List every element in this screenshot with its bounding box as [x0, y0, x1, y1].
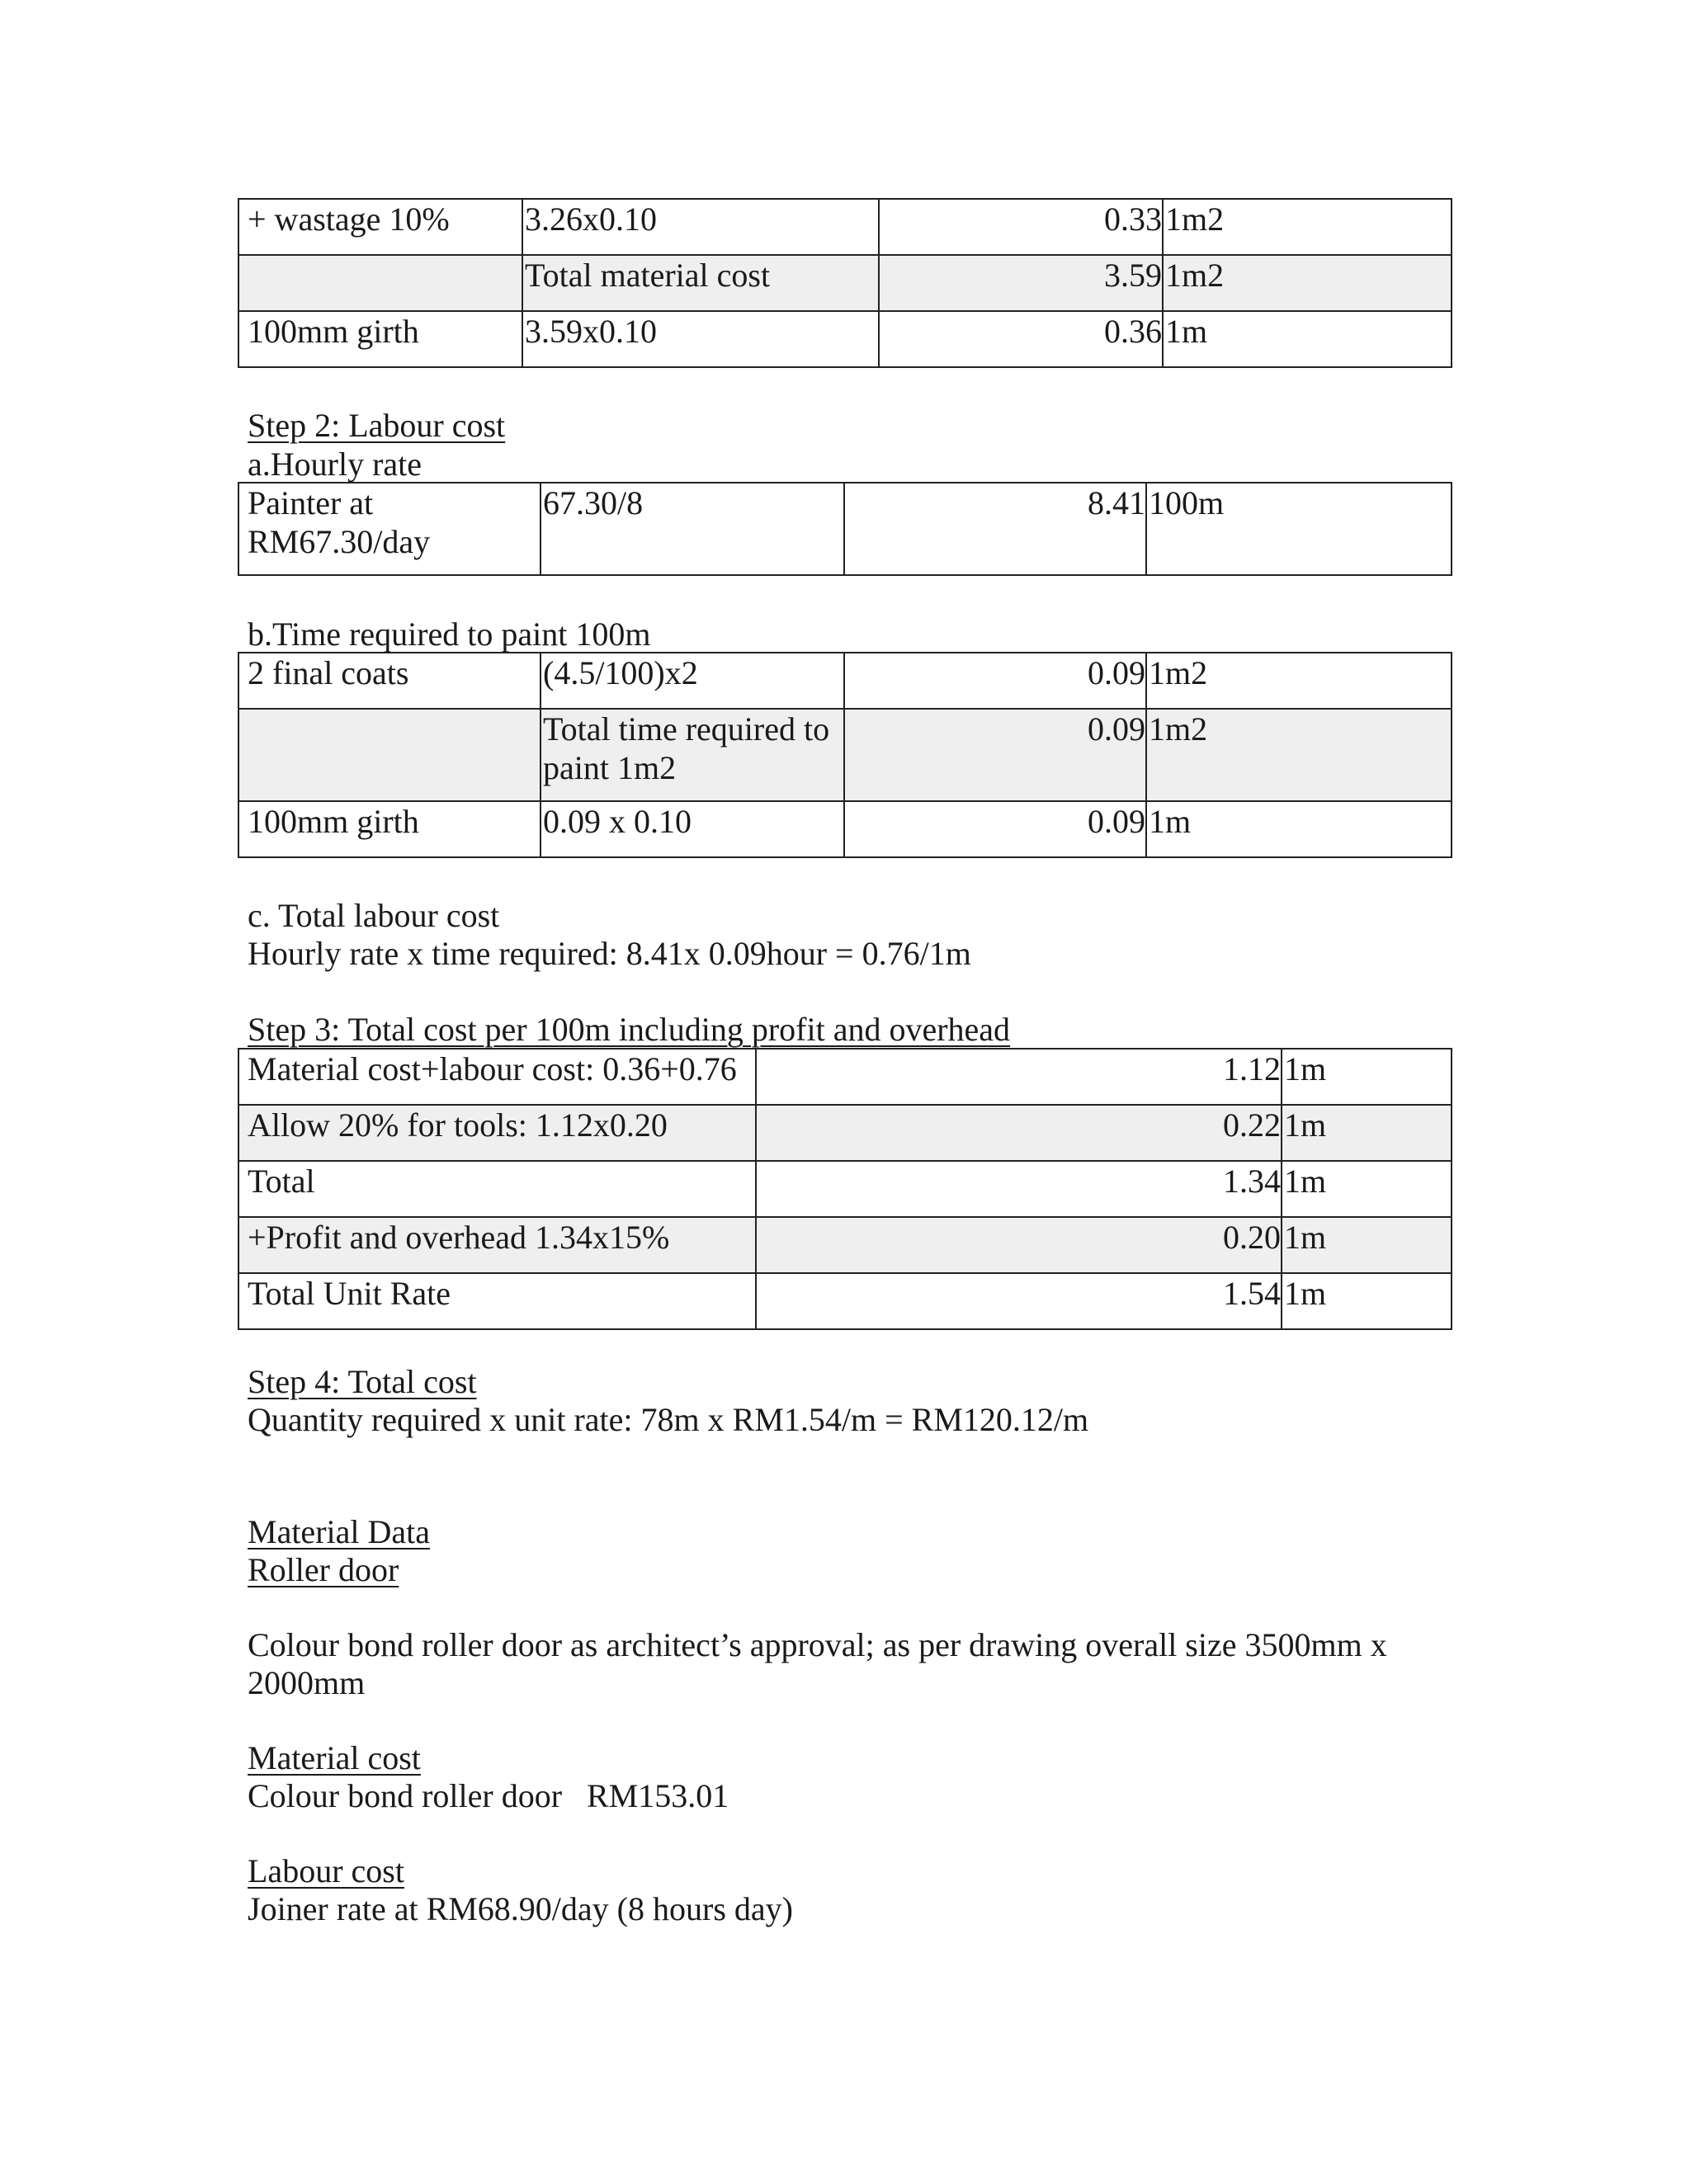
row-description: Total Unit Rate — [238, 1273, 756, 1329]
row-unit: 1m — [1282, 1049, 1452, 1105]
row-calculation: 67.30/8 — [541, 483, 844, 575]
table-row — [238, 1049, 1452, 1105]
row-value: 0.09 — [844, 709, 1146, 801]
row-value: 0.20 — [756, 1217, 1282, 1273]
table-row — [238, 709, 1452, 801]
row-value: 1.34 — [756, 1161, 1282, 1217]
total-labour-label: c. Total labour cost — [248, 897, 500, 934]
calc-line: Total time required to — [543, 710, 830, 748]
roller-door-description-line1: Colour bond roller door as architect’s approval; as per drawing overall size 3500mm x — [248, 1626, 1387, 1663]
step2-heading: Step 2: Labour cost — [248, 407, 506, 444]
row-value: 0.33 — [879, 199, 1163, 255]
row-description: + wastage 10% — [238, 199, 522, 255]
row-description — [238, 483, 541, 575]
row-calculation: (4.5/100)x2 — [541, 653, 844, 709]
step4-text: Quantity required x unit rate: 78m x RM1.54/m = RM120.12/m — [248, 1401, 1089, 1438]
row-unit: 1m — [1282, 1217, 1452, 1273]
row-description: 2 final coats — [238, 653, 541, 709]
row-calculation — [541, 709, 844, 801]
hourly-rate-table — [238, 482, 1452, 576]
row-value: 0.22 — [756, 1105, 1282, 1161]
row-calculation: 0.09 x 0.10 — [541, 801, 844, 857]
material-data-heading: Material Data — [248, 1513, 430, 1550]
row-unit: 1m — [1282, 1105, 1452, 1161]
material-cost-text: Colour bond roller door RM153.01 — [248, 1777, 729, 1814]
total-cost-table — [238, 1048, 1452, 1330]
row-value: 0.09 — [844, 653, 1146, 709]
material-cost-heading: Material cost — [248, 1739, 421, 1776]
row-value: 1.54 — [756, 1273, 1282, 1329]
row-description: +Profit and overhead 1.34x15% — [238, 1217, 756, 1273]
row-description — [238, 709, 541, 801]
row-value: 1.12 — [756, 1049, 1282, 1105]
row-unit: 1m — [1163, 311, 1452, 367]
table-row — [238, 255, 1452, 311]
row-unit: 1m2 — [1146, 709, 1452, 801]
row-description: Material cost+labour cost: 0.36+0.76 — [238, 1049, 756, 1105]
row-unit: 1m — [1146, 801, 1452, 857]
row-description: Total — [238, 1161, 756, 1217]
row-unit: 1m — [1282, 1161, 1452, 1217]
time-required-label: b.Time required to paint 100m — [248, 616, 651, 653]
row-description: 100mm girth — [238, 311, 522, 367]
step3-heading: Step 3: Total cost per 100m including profit and overhead — [248, 1011, 1011, 1048]
total-labour-text: Hourly rate x time required: 8.41x 0.09hour = 0.76/1m — [248, 935, 971, 972]
roller-door-description-line2: 2000mm — [248, 1664, 366, 1701]
step4-heading: Step 4: Total cost — [248, 1363, 477, 1400]
row-unit: 1m2 — [1163, 255, 1452, 311]
table-row — [238, 483, 1452, 575]
labour-cost-text: Joiner rate at RM68.90/day (8 hours day) — [248, 1890, 793, 1927]
row-value: 0.36 — [879, 311, 1163, 367]
material-cost-table — [238, 198, 1452, 368]
desc-line: RM67.30/day — [248, 523, 431, 560]
row-unit: 1m — [1282, 1273, 1452, 1329]
desc-line: Painter at — [248, 484, 374, 521]
row-description — [238, 255, 522, 311]
row-unit: 100m — [1146, 483, 1452, 575]
row-unit: 1m2 — [1163, 199, 1452, 255]
table-row — [238, 1161, 1452, 1217]
row-calculation: Total material cost — [522, 255, 879, 311]
row-value: 0.09 — [844, 801, 1146, 857]
row-description: Allow 20% for tools: 1.12x0.20 — [238, 1105, 756, 1161]
labour-cost-heading: Labour cost — [248, 1852, 404, 1889]
table-row — [238, 1273, 1452, 1329]
row-unit: 1m2 — [1146, 653, 1452, 709]
hourly-rate-label: a.Hourly rate — [248, 446, 422, 483]
table-row — [238, 653, 1452, 709]
table-row — [238, 1105, 1452, 1161]
row-calculation: 3.26x0.10 — [522, 199, 879, 255]
roller-door-heading: Roller door — [248, 1551, 399, 1588]
row-calculation: 3.59x0.10 — [522, 311, 879, 367]
table-row — [238, 1217, 1452, 1273]
table-row — [238, 199, 1452, 255]
table-row — [238, 311, 1452, 367]
row-description: 100mm girth — [238, 801, 541, 857]
calc-line: paint 1m2 — [543, 749, 677, 786]
time-required-table — [238, 652, 1452, 858]
table-row — [238, 801, 1452, 857]
row-value: 8.41 — [844, 483, 1146, 575]
row-value: 3.59 — [879, 255, 1163, 311]
